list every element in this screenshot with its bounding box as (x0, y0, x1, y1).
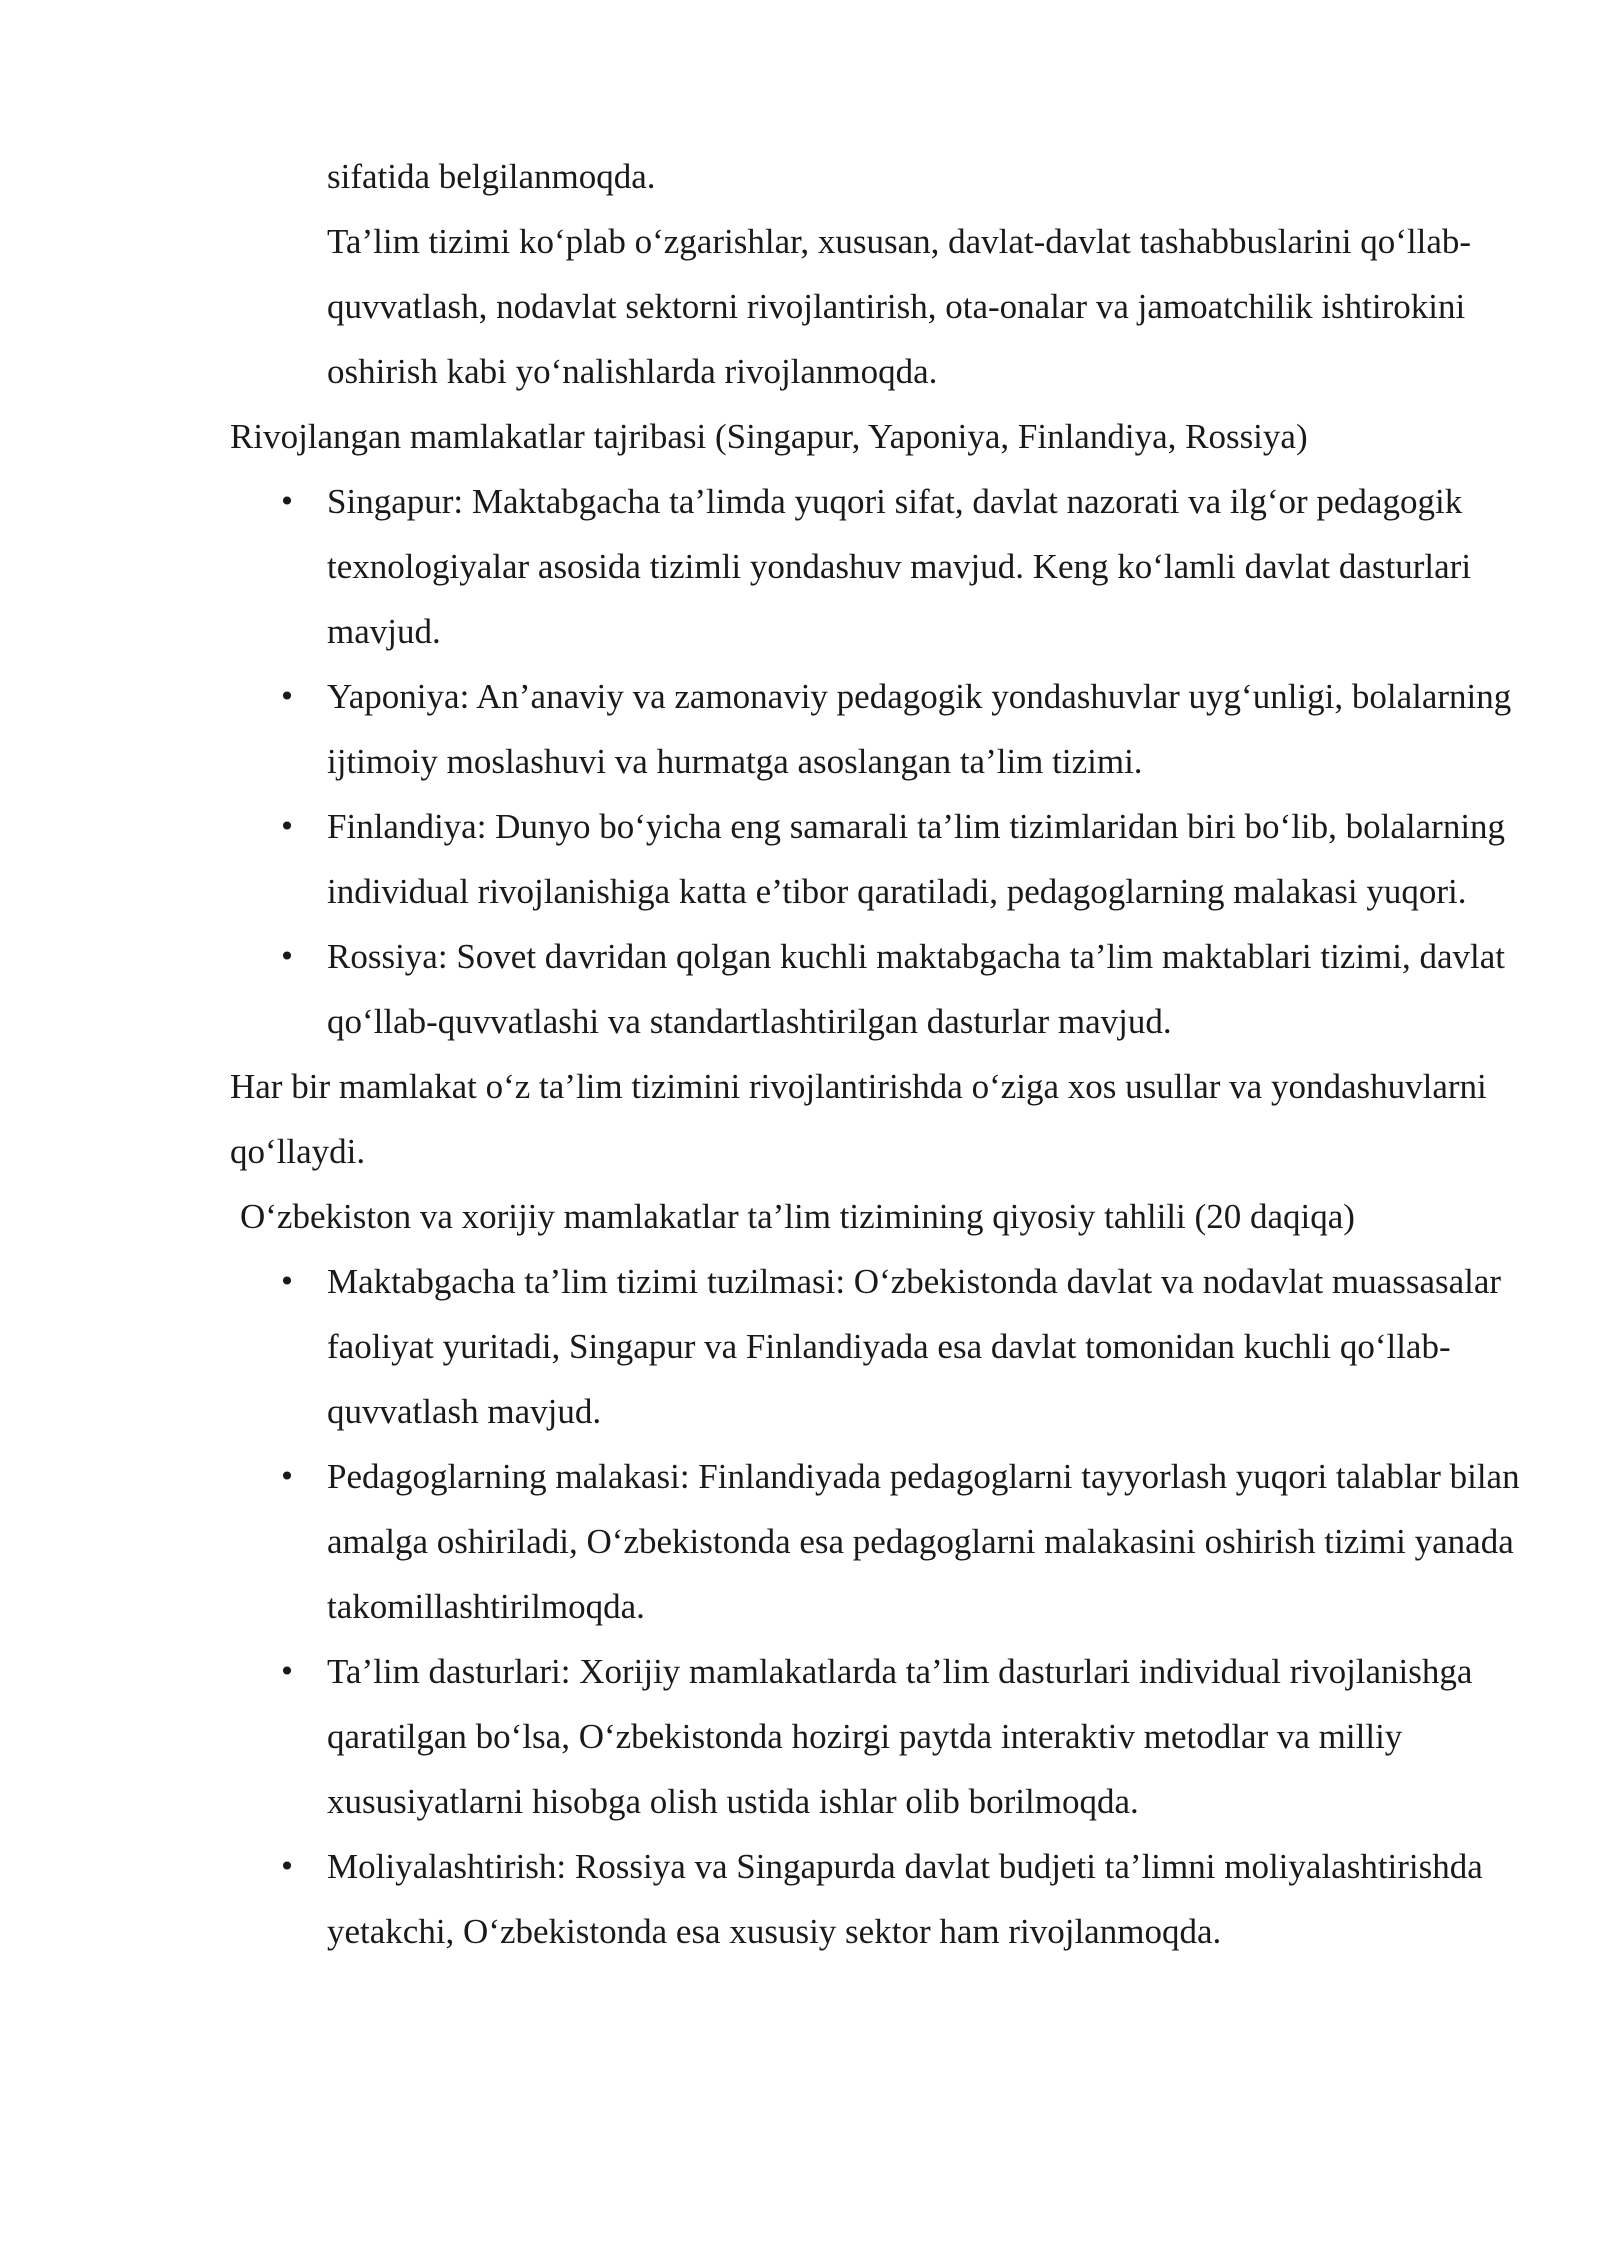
list-item-text: Pedagoglarning malakasi: Finlandiyada pedagoglarni tayyorlash yuqori talablar bilan amalga oshiriladi, O‘zbekistonda esa pedagoglarni malakasini oshirish tizimi yanada takomillashtirilmoqda. (327, 1457, 1520, 1626)
list-item-financing (230, 1834, 1530, 1964)
list-item-finlandiya (230, 794, 1530, 924)
list-item-text: Moliyalashtirish: Rossiya va Singapurda davlat budjeti ta’limni moliyalashtirishda yetakchi, O‘zbekistonda esa xususiy sektor ham rivojlanmoqda. (327, 1847, 1483, 1951)
list-item-text: Finlandiya: Dunyo bo‘yicha eng samarali ta’lim tizimlaridan biri bo‘lib, bolalarning individual rivojlanishiga katta e’tibor qaratiladi, pedagoglarning malakasi yuqori. (327, 807, 1506, 911)
bullet-icon: • (278, 485, 296, 518)
bullet-icon: • (278, 1265, 296, 1298)
list-item-yaponiya (230, 664, 1530, 794)
bullet-icon: • (278, 1850, 296, 1883)
list-item-text: Rossiya: Sovet davridan qolgan kuchli maktabgacha ta’lim maktablari tizimi, davlat qo‘llab-quvvatlashi va standartlashtirilgan dasturlar mavjud. (327, 937, 1506, 1041)
list-item-qualification (230, 1444, 1530, 1639)
bullet-icon: • (278, 1655, 296, 1688)
intro-continuation: sifatida belgilanmoqda. (327, 157, 656, 196)
section-summary: Har bir mamlakat o‘z ta’lim tizimini rivojlantirishda o‘ziga xos usullar va yondashuvlarni qo‘llaydi. (230, 1067, 1487, 1171)
list-item-text: Maktabgacha ta’lim tizimi tuzilmasi: O‘zbekistonda davlat va nodavlat muassasalar faoliyat yuritadi, Singapur va Finlandiyada esa davlat tomonidan kuchli qo‘llab-quvvatlash mavjud. (327, 1262, 1502, 1431)
bullet-icon: • (278, 1460, 296, 1493)
list-item-programs (230, 1639, 1530, 1834)
list-item-text: Singapur: Maktabgacha ta’limda yuqori sifat, davlat nazorati va ilg‘or pedagogik texnologiyalar asosida tizimli yondashuv mavjud. Keng ko‘lamli davlat dasturlari mavjud. (327, 482, 1472, 651)
list-item-rossiya (230, 924, 1530, 1054)
list-item-text: Yaponiya: An’anaviy va zamonaviy pedagogik yondashuvlar uyg‘unligi, bolalarning ijtimoiy moslashuvi va hurmatga asoslangan ta’lim tizimi. (327, 677, 1512, 781)
section-heading-comparison: O‘zbekiston va xorijiy mamlakatlar ta’lim tizimining qiyosiy tahlili (20 daqiqa) (240, 1197, 1355, 1236)
section-heading-experience: Rivojlangan mamlakatlar tajribasi (Singapur, Yaponiya, Finlandiya, Rossiya) (230, 417, 1308, 456)
list-item-text: Ta’lim dasturlari: Xorijiy mamlakatlarda ta’lim dasturlari individual rivojlanishga qaratilgan bo‘lsa, O‘zbekistonda hozirgi paytda interaktiv metodlar va milliy xususiyatlarni hisobga olish ustida ishlar olib borilmoqda. (327, 1652, 1473, 1821)
comparison-list (230, 1249, 1530, 1964)
intro-paragraph: Ta’lim tizimi ko‘plab o‘zgarishlar, xususan, davlat-davlat tashabbuslarini qo‘llab-quvvatlash, nodavlat sektorni rivojlantirish, ota-onalar va jamoatchilik ishtirokini oshirish kabi yo‘nalishlarda rivojlanmoqda. (327, 222, 1472, 391)
list-item-singapur (230, 469, 1530, 664)
bullet-icon: • (278, 940, 296, 973)
document-body (230, 144, 1530, 1964)
list-item-structure (230, 1249, 1530, 1444)
bullet-icon: • (278, 810, 296, 843)
country-experience-list (230, 469, 1530, 1054)
bullet-icon: • (278, 680, 296, 713)
